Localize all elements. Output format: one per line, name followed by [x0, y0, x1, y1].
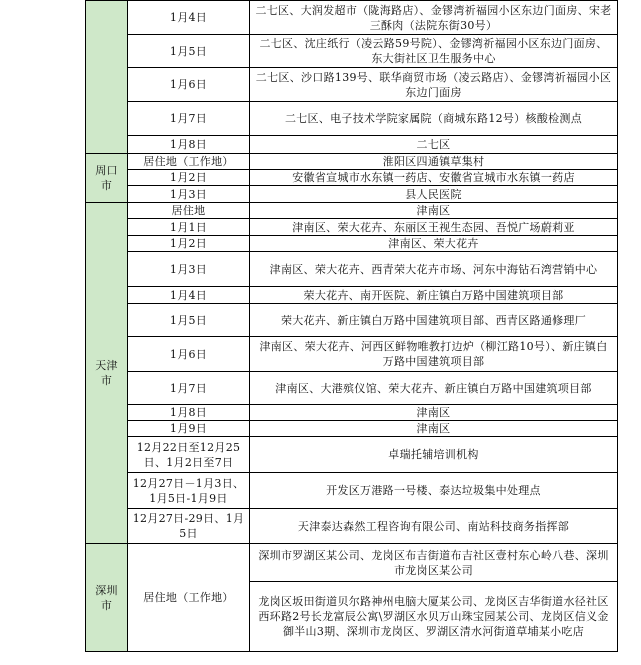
date-cell: 12月27日－1月3日、1月5日-1月9日: [128, 473, 250, 509]
place-cell: 津南区、荣大花卉、东丽区王视生态园、吾悦广场蔚莉亚: [250, 219, 618, 236]
place-cell: 津南区、荣大花卉、河西区鲜物唯教打边炉（柳江路10号）、新庄镇白万路中国建筑项目部: [250, 337, 618, 372]
place-cell: 安徽省宣城市水东镇一药店、安徽省宣城市水东镇一药店: [250, 170, 618, 186]
place-cell: 卓瑞托辅培训机构: [250, 437, 618, 473]
place-cell: 淮阳区四通镇草集村: [250, 154, 618, 170]
date-cell: 1月4日: [128, 287, 250, 304]
place-cell: 深圳市罗湖区某公司、龙岗区布吉街道布吉社区壹村东心岭八巷、深圳市龙岗区某公司: [250, 544, 618, 582]
place-cell: 二七区: [250, 136, 618, 154]
city-cell: 周口市: [86, 154, 128, 203]
place-cell: 二七区、沈庄纸行（凌云路59号院）、金镠湾祈福园小区东边门面房、东大街社区卫生服务中心: [250, 35, 618, 68]
table-row: [86, 236, 618, 252]
table-row: [86, 1, 618, 35]
date-cell: 居住地（工作地）: [128, 544, 250, 652]
exposure-table: [85, 0, 617, 652]
city-cell: [86, 1, 128, 154]
table-body: [86, 1, 618, 652]
date-cell: 居住地（工作地）: [128, 154, 250, 170]
date-cell: 1月8日: [128, 136, 250, 154]
place-cell: 开发区万港路一号楼、泰达垃圾集中处理点: [250, 473, 618, 509]
table-row: [86, 372, 618, 405]
date-cell: 1月2日: [128, 236, 250, 252]
place-cell: 二七区、大润发超市（陇海路店）、金镠湾祈福园小区东边门面房、宋老三酥肉（法院东街30号）: [250, 1, 618, 35]
table-row: [86, 154, 618, 170]
date-cell: 1月5日: [128, 304, 250, 337]
table-row: [86, 186, 618, 203]
city-cell: 天津市: [86, 203, 128, 544]
date-cell: 1月2日: [128, 170, 250, 186]
place-cell: 津南区: [250, 421, 618, 437]
table-row: [86, 304, 618, 337]
table-row: [86, 509, 618, 544]
table-row: [86, 170, 618, 186]
place-cell: 津南区: [250, 405, 618, 421]
table-row: [86, 35, 618, 68]
date-cell: 1月9日: [128, 421, 250, 437]
date-cell: 1月8日: [128, 405, 250, 421]
place-cell: 津南区: [250, 203, 618, 219]
place-cell: 津南区、荣大花卉: [250, 236, 618, 252]
date-cell: 1月6日: [128, 337, 250, 372]
table-row: [86, 544, 618, 582]
date-cell: 1月4日: [128, 1, 250, 35]
table-row: [86, 68, 618, 102]
table-row: [86, 473, 618, 509]
place-cell: 荣大花卉、新庄镇白万路中国建筑项目部、西青区路通修理厂: [250, 304, 618, 337]
table-row: [86, 437, 618, 473]
place-cell: 津南区、大港殡仪馆、荣大花卉、新庄镇白万路中国建筑项目部: [250, 372, 618, 405]
table-row: [86, 287, 618, 304]
place-cell: 龙岗区坂田街道贝尔路神州电脑大厦某公司、龙岗区吉华街道水径社区西环路2号长龙富辰公寓\罗湖区水贝万山珠宝园某公司、龙岗区信义金御半山3期、深圳市龙岗区、罗湖区清水河街道草埔某小吃店: [250, 582, 618, 652]
table-row: [86, 405, 618, 421]
date-cell: 1月3日: [128, 252, 250, 287]
place-cell: 县人民医院: [250, 186, 618, 203]
table-row: [86, 203, 618, 219]
table-row: [86, 136, 618, 154]
place-cell: 二七区、沙口路139号、联华商贸市场（凌云路店）、金镠湾祈福园小区东边门面房: [250, 68, 618, 102]
place-cell: 津南区、荣大花卉、西青荣大花卉市场、河东中海钻石湾营销中心: [250, 252, 618, 287]
date-cell: 1月3日: [128, 186, 250, 203]
place-cell: 荣大花卉、南开医院、新庄镇白万路中国建筑项目部: [250, 287, 618, 304]
table-row: [86, 102, 618, 136]
date-cell: 1月7日: [128, 102, 250, 136]
table-row: [86, 219, 618, 236]
city-cell: 深圳市: [86, 544, 128, 652]
table-row: [86, 421, 618, 437]
date-cell: 12月22日至12月25日、1月2日至7日: [128, 437, 250, 473]
date-cell: 居住地: [128, 203, 250, 219]
date-cell: 1月6日: [128, 68, 250, 102]
date-cell: 1月1日: [128, 219, 250, 236]
date-cell: 1月7日: [128, 372, 250, 405]
date-cell: 1月5日: [128, 35, 250, 68]
table-row: [86, 252, 618, 287]
place-cell: 天津泰达森然工程咨询有限公司、南站科技商务指挥部: [250, 509, 618, 544]
date-cell: 12月27日-29日、1月5日: [128, 509, 250, 544]
place-cell: 二七区、电子技术学院家属院（商城东路12号）核酸检测点: [250, 102, 618, 136]
table-row: [86, 337, 618, 372]
